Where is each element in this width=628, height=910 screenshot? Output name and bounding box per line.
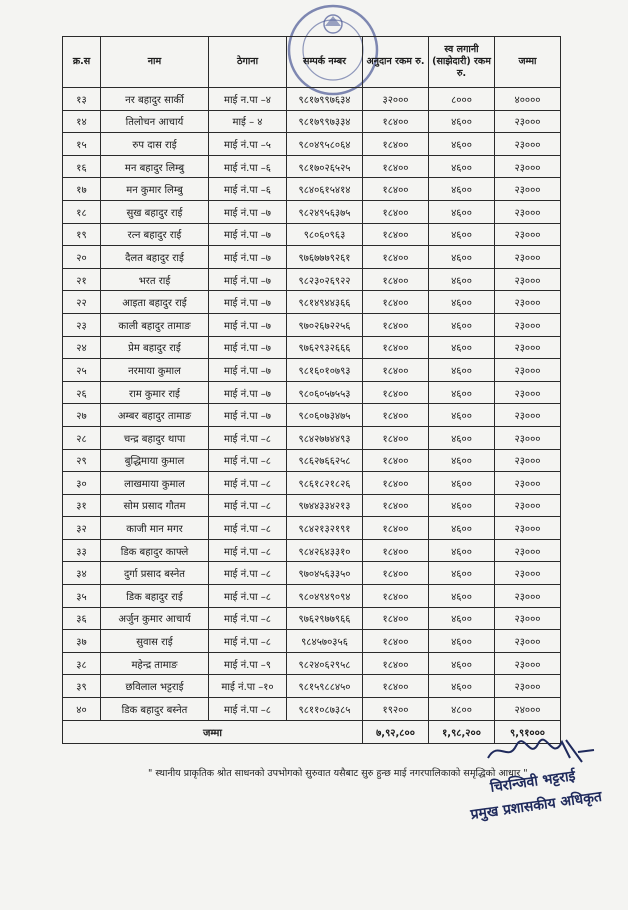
row-name: नरमाया कुमाल: [101, 359, 209, 382]
row-own-investment: ४६००: [429, 472, 495, 495]
row-address: माई नं.पा –७: [209, 200, 287, 223]
row-serial: १४: [63, 110, 101, 133]
row-grant-amount: १८४००: [363, 562, 429, 585]
row-name: काली बहादुर तामाङ: [101, 313, 209, 336]
row-serial: ३४: [63, 562, 101, 585]
row-serial: २०: [63, 246, 101, 269]
table-row: [63, 494, 561, 517]
row-contact-number: ९८४२७७४४९३: [287, 426, 363, 449]
table-row: [63, 630, 561, 653]
row-address: माई नं.पा –८: [209, 630, 287, 653]
row-contact-number: ९८०६०७३४७५: [287, 404, 363, 427]
row-contact-number: ९८१५९८८४५०: [287, 675, 363, 698]
row-contact-number: ९८४०६१५४१४: [287, 178, 363, 201]
row-address: माई नं.पा –७: [209, 223, 287, 246]
row-total: ४००००: [495, 88, 561, 111]
row-address: माई न.पा –४: [209, 88, 287, 111]
row-grant-amount: १८४००: [363, 313, 429, 336]
row-own-investment: ४६००: [429, 336, 495, 359]
row-address: माई नं.पा –९: [209, 652, 287, 675]
row-grant-amount: १८४००: [363, 426, 429, 449]
row-serial: २१: [63, 268, 101, 291]
row-name: अम्बर बहादुर तामाङ: [101, 404, 209, 427]
row-total: २३०००: [495, 268, 561, 291]
row-name: डिक बहादुर राई: [101, 585, 209, 608]
row-name: सुवास राई: [101, 630, 209, 653]
row-total: २३०००: [495, 630, 561, 653]
row-address: माई नं.पा –५: [209, 133, 287, 156]
row-contact-number: ९८६२७६६२५८: [287, 449, 363, 472]
row-contact-number: ९८४२१३२१९१: [287, 517, 363, 540]
row-own-investment: ४६००: [429, 630, 495, 653]
row-total: २३०००: [495, 607, 561, 630]
row-total: २३०००: [495, 246, 561, 269]
row-name: भरत राई: [101, 268, 209, 291]
table-row: [63, 291, 561, 314]
row-address: माई नं.पा –७: [209, 313, 287, 336]
row-grant-amount: १८४००: [363, 404, 429, 427]
table-row: [63, 110, 561, 133]
row-name: सुख बहादुर राई: [101, 200, 209, 223]
row-address: माई नं.पा –७: [209, 291, 287, 314]
table-row: [63, 607, 561, 630]
row-address: माई नं.पा –८: [209, 539, 287, 562]
row-own-investment: ४६००: [429, 652, 495, 675]
row-total: २३०००: [495, 110, 561, 133]
row-name: राम कुमार राई: [101, 381, 209, 404]
row-own-investment: ४६००: [429, 133, 495, 156]
row-total: २३०००: [495, 562, 561, 585]
row-total: २४०००: [495, 698, 561, 721]
row-serial: १८: [63, 200, 101, 223]
table-row: [63, 268, 561, 291]
row-name: आइता बहादुर राई: [101, 291, 209, 314]
row-own-investment: ४६००: [429, 246, 495, 269]
row-contact-number: ९८१४९४४३६६: [287, 291, 363, 314]
row-contact-number: ९७६२९३२६६६: [287, 336, 363, 359]
table-row: [63, 539, 561, 562]
signatory-title: प्रमुख प्रशासकीय अधिकृत: [469, 788, 603, 824]
row-grant-amount: १८४००: [363, 268, 429, 291]
row-own-investment: ४६००: [429, 562, 495, 585]
row-grant-amount: १८४००: [363, 155, 429, 178]
row-contact-number: ९८२३०२६९२२: [287, 268, 363, 291]
row-contact-number: ९८४२६४३३१०: [287, 539, 363, 562]
row-serial: २२: [63, 291, 101, 314]
row-name: तिलोचन आचार्य: [101, 110, 209, 133]
row-own-investment: ४६००: [429, 404, 495, 427]
table-row: [63, 88, 561, 111]
row-contact-number: ९८१७०२६५२५: [287, 155, 363, 178]
row-total: २३०००: [495, 449, 561, 472]
row-address: माई नं.पा –७: [209, 336, 287, 359]
footnote-slogan: " स्थानीय प्राकृतिक श्रोत साधनको उपभोगको सुरुवात यसैबाट सुरु हुन्छ माई नगरपालिकाको समृद्धिको आधार ": [148, 768, 528, 779]
row-total: २३०००: [495, 359, 561, 382]
row-total: २३०००: [495, 675, 561, 698]
row-name: प्रेम बहादुर राई: [101, 336, 209, 359]
row-serial: ३२: [63, 517, 101, 540]
row-contact-number: ९८०६०५७५५३: [287, 381, 363, 404]
row-total: २३०००: [495, 404, 561, 427]
row-grant-amount: १८४००: [363, 336, 429, 359]
row-address: माई नं.पा –८: [209, 585, 287, 608]
row-own-investment: ४६००: [429, 494, 495, 517]
row-name: रत्न बहादुर राई: [101, 223, 209, 246]
row-grant-amount: १८४००: [363, 494, 429, 517]
row-serial: ३०: [63, 472, 101, 495]
row-address: माई नं.पा –७: [209, 404, 287, 427]
row-address: माई नं.पा –८: [209, 698, 287, 721]
row-own-investment: ४६००: [429, 178, 495, 201]
row-address: माई नं.पा –७: [209, 359, 287, 382]
row-total: २३०००: [495, 472, 561, 495]
table-row: [63, 585, 561, 608]
row-serial: ३५: [63, 585, 101, 608]
row-own-investment: ४६००: [429, 607, 495, 630]
row-name: सोम प्रसाद गौतम: [101, 494, 209, 517]
row-serial: ३७: [63, 630, 101, 653]
row-grant-amount: १८४००: [363, 675, 429, 698]
row-contact-number: ९८०४९५८०६४: [287, 133, 363, 156]
row-grant-amount: १८४००: [363, 652, 429, 675]
row-serial: २७: [63, 404, 101, 427]
handwritten-signature: [478, 732, 598, 772]
row-serial: ४०: [63, 698, 101, 721]
table-row: [63, 517, 561, 540]
row-address: माई नं.पा –८: [209, 426, 287, 449]
own-investment-total: १,९८,२००: [429, 720, 495, 743]
row-serial: १३: [63, 88, 101, 111]
row-address: माई नं.पा –६: [209, 155, 287, 178]
row-contact-number: ९८१७९९७३३४: [287, 110, 363, 133]
row-serial: १७: [63, 178, 101, 201]
header-name: नाम: [101, 37, 209, 88]
row-grant-amount: १८४००: [363, 539, 429, 562]
table-row: [63, 313, 561, 336]
row-grant-amount: १९२००: [363, 698, 429, 721]
row-own-investment: ४६००: [429, 110, 495, 133]
row-serial: २५: [63, 359, 101, 382]
row-total: २३०००: [495, 336, 561, 359]
row-address: माई नं.पा –८: [209, 517, 287, 540]
row-contact-number: ९७६७७७९२६१: [287, 246, 363, 269]
row-serial: ३३: [63, 539, 101, 562]
row-name: नर बहादुर सार्की: [101, 88, 209, 111]
row-contact-number: ९८४५७०३५६: [287, 630, 363, 653]
row-name: मन बहादुर लिम्बु: [101, 155, 209, 178]
row-own-investment: ४६००: [429, 155, 495, 178]
row-name: छविलाल भट्टराई: [101, 675, 209, 698]
row-total: २३०००: [495, 155, 561, 178]
row-address: माई नं.पा –७: [209, 381, 287, 404]
table-row: [63, 698, 561, 721]
row-serial: ३९: [63, 675, 101, 698]
row-serial: २८: [63, 426, 101, 449]
row-address: माई नं.पा –६: [209, 178, 287, 201]
header-contact-number: सम्पर्क नम्बर: [287, 37, 363, 88]
row-total: २३०००: [495, 652, 561, 675]
row-own-investment: ४८००: [429, 698, 495, 721]
grant-total: ७,९२,८००: [363, 720, 429, 743]
row-grant-amount: १८४००: [363, 246, 429, 269]
grand-total: ९,९१०००: [495, 720, 561, 743]
row-contact-number: ९८६१८२१८२६: [287, 472, 363, 495]
table-row: [63, 359, 561, 382]
row-grant-amount: १८४००: [363, 110, 429, 133]
row-total: २३०००: [495, 178, 561, 201]
table-header-row: [63, 37, 561, 88]
table-row: [63, 336, 561, 359]
row-serial: १९: [63, 223, 101, 246]
table-row: [63, 133, 561, 156]
table-body: [63, 88, 561, 721]
header-grant-amount: अनुदान रकम रु.: [363, 37, 429, 88]
row-grant-amount: १८४००: [363, 472, 429, 495]
table-row: [63, 155, 561, 178]
row-total: २३०००: [495, 381, 561, 404]
row-total: २३०००: [495, 200, 561, 223]
row-grant-amount: १८४००: [363, 517, 429, 540]
row-name: चन्द्र बहादुर थापा: [101, 426, 209, 449]
row-serial: १५: [63, 133, 101, 156]
row-serial: २६: [63, 381, 101, 404]
row-total: २३०००: [495, 494, 561, 517]
row-own-investment: ४६००: [429, 381, 495, 404]
row-name: डिक बहादुर बस्नेत: [101, 698, 209, 721]
row-address: माई नं.पा –८: [209, 449, 287, 472]
row-own-investment: ४६००: [429, 449, 495, 472]
table-row: [63, 200, 561, 223]
table-row: [63, 472, 561, 495]
row-name: काजी मान मगर: [101, 517, 209, 540]
row-contact-number: ९८०६०९६३: [287, 223, 363, 246]
row-own-investment: ४६००: [429, 675, 495, 698]
row-own-investment: ८०००: [429, 88, 495, 111]
row-grant-amount: १८४००: [363, 630, 429, 653]
row-contact-number: ९८२४९५६३७५: [287, 200, 363, 223]
row-total: २३०००: [495, 539, 561, 562]
table-row: [63, 562, 561, 585]
row-serial: २९: [63, 449, 101, 472]
row-name: अर्जुन कुमार आचार्य: [101, 607, 209, 630]
row-own-investment: ४६००: [429, 585, 495, 608]
header-address: ठेगाना: [209, 37, 287, 88]
table-row: [63, 675, 561, 698]
row-grant-amount: १८४००: [363, 178, 429, 201]
table-row: [63, 246, 561, 269]
row-address: माई नं.पा –८: [209, 494, 287, 517]
row-grant-amount: १८४००: [363, 607, 429, 630]
table-row: [63, 652, 561, 675]
row-own-investment: ४६००: [429, 539, 495, 562]
table-row: [63, 449, 561, 472]
beneficiary-table: [62, 36, 561, 744]
row-address: माई नं.पा –८: [209, 607, 287, 630]
table-row: [63, 178, 561, 201]
row-total: २३०००: [495, 291, 561, 314]
row-name: मन कुमार लिम्बु: [101, 178, 209, 201]
row-name: महेन्द्र तामाङ: [101, 652, 209, 675]
header-total: जम्मा: [495, 37, 561, 88]
header-serial: क्र.स: [63, 37, 101, 88]
row-serial: ३८: [63, 652, 101, 675]
row-grant-amount: १८४००: [363, 585, 429, 608]
table-row: [63, 404, 561, 427]
row-own-investment: ४६००: [429, 268, 495, 291]
total-label: जम्मा: [63, 720, 363, 743]
table-row: [63, 223, 561, 246]
row-own-investment: ४६००: [429, 517, 495, 540]
row-contact-number: ९७४४३३४२१३: [287, 494, 363, 517]
row-grant-amount: १८४००: [363, 381, 429, 404]
row-grant-amount: १८४००: [363, 359, 429, 382]
row-total: २३०००: [495, 517, 561, 540]
row-contact-number: ९८२४०६२९५८: [287, 652, 363, 675]
row-own-investment: ४६००: [429, 426, 495, 449]
row-grant-amount: १८४००: [363, 133, 429, 156]
row-grant-amount: १८४००: [363, 200, 429, 223]
row-contact-number: ९७०४५६३३५०: [287, 562, 363, 585]
row-grant-amount: ३२०००: [363, 88, 429, 111]
row-name: डिक बहादुर काफ्ले: [101, 539, 209, 562]
row-contact-number: ९७६२९७७९६६: [287, 607, 363, 630]
row-serial: २३: [63, 313, 101, 336]
row-name: बुद्धिमाया कुमाल: [101, 449, 209, 472]
header-own-investment: स्व लगानी (साझेदारी) रकम रु.: [429, 37, 495, 88]
row-serial: १६: [63, 155, 101, 178]
row-total: २३०००: [495, 426, 561, 449]
row-name: लाखमाया कुमाल: [101, 472, 209, 495]
row-contact-number: ९८१६०१०७९३: [287, 359, 363, 382]
row-grant-amount: १८४००: [363, 449, 429, 472]
row-total: २३०००: [495, 223, 561, 246]
row-grant-amount: १८४००: [363, 223, 429, 246]
row-address: माई नं.पा –८: [209, 472, 287, 495]
row-own-investment: ४६००: [429, 313, 495, 336]
row-contact-number: ९८१७९९७६३४: [287, 88, 363, 111]
row-name: रुप दास राई: [101, 133, 209, 156]
row-address: माई नं.पा –७: [209, 246, 287, 269]
row-address: माई – ४: [209, 110, 287, 133]
row-own-investment: ४६००: [429, 200, 495, 223]
row-own-investment: ४६००: [429, 223, 495, 246]
row-serial: ३६: [63, 607, 101, 630]
row-total: २३०००: [495, 133, 561, 156]
row-contact-number: ९८११०८७३८५: [287, 698, 363, 721]
table-row: [63, 426, 561, 449]
row-total: २३०००: [495, 585, 561, 608]
signatory-name: चिरन्जिवी भट्टराई: [489, 768, 577, 796]
row-total: २३०००: [495, 313, 561, 336]
row-grant-amount: १८४००: [363, 291, 429, 314]
row-address: माई नं.पा –७: [209, 268, 287, 291]
row-contact-number: ९७०२६७२२५६: [287, 313, 363, 336]
row-serial: ३१: [63, 494, 101, 517]
row-own-investment: ४६००: [429, 359, 495, 382]
row-contact-number: ९८०४९४९०९४: [287, 585, 363, 608]
row-own-investment: ४६००: [429, 291, 495, 314]
row-address: माई नं.पा –८: [209, 562, 287, 585]
table-row: [63, 381, 561, 404]
row-address: माई नं.पा –१०: [209, 675, 287, 698]
row-serial: २४: [63, 336, 101, 359]
row-name: दैलत बहादुर राई: [101, 246, 209, 269]
row-name: दुर्गा प्रसाद बस्नेत: [101, 562, 209, 585]
